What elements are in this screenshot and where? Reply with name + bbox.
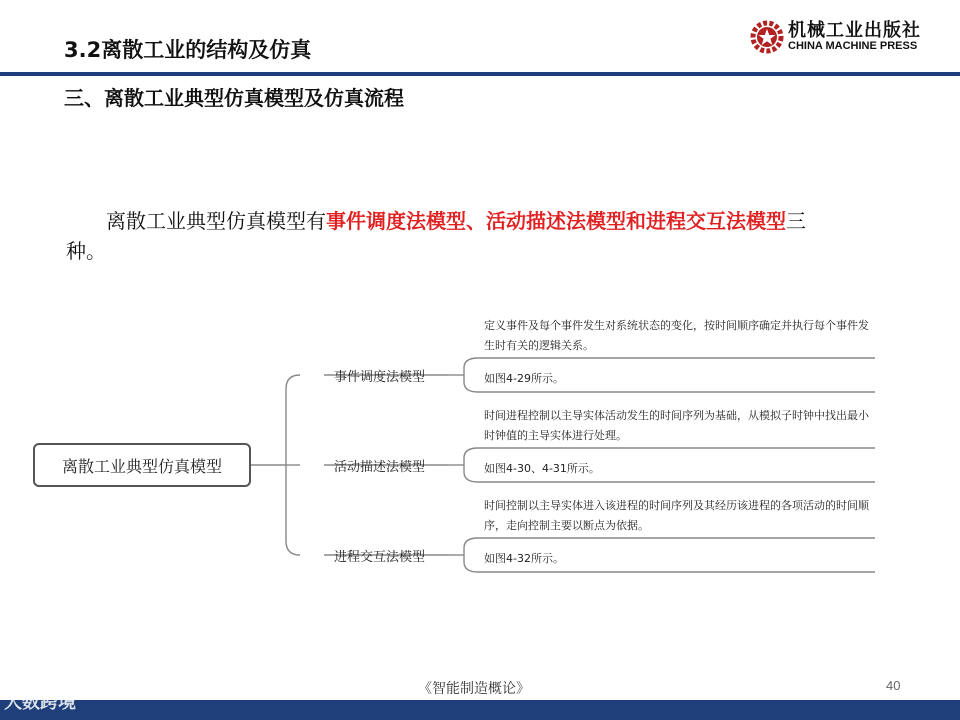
page-number: 40 xyxy=(886,678,901,693)
leaf-process-interaction-desc: 时间控制以主导实体进入该进程的时间序列及其经历该进程的各项活动的时间顺序，走向控制主要以断点为依据。 xyxy=(484,499,869,532)
branch2-bracket xyxy=(464,448,478,482)
slide-section-title: 3.2离散工业的结构及仿真 xyxy=(64,38,312,62)
header-divider xyxy=(0,72,960,76)
publisher-name-cn: 机械工业出版社 xyxy=(788,20,921,41)
leaf-process-interaction-ref: 如图4-32所示。 xyxy=(484,552,564,565)
branch3-bracket xyxy=(464,538,478,572)
publisher-name-en: CHINA MACHINE PRESS xyxy=(788,40,918,52)
footer-bar xyxy=(0,700,960,720)
leaf-event-scheduling-ref: 如图4-29所示。 xyxy=(484,372,564,385)
leaf-event-scheduling-desc: 定义事件及每个事件发生对系统状态的变化，按时间顺序确定并执行每个事件发生时有关的逻辑关系。 xyxy=(484,319,869,352)
branch-event-scheduling: 事件调度法模型 xyxy=(334,370,426,385)
slide-subtitle: 三、离散工业典型仿真模型及仿真流程 xyxy=(64,86,404,110)
branch-activity-scanning: 活动描述法模型 xyxy=(334,460,426,475)
intro-tail: 三种。 xyxy=(66,209,806,263)
leaf-activity-scanning-ref: 如图4-30、4-31所示。 xyxy=(484,462,600,475)
publisher-logo xyxy=(750,16,950,60)
mindmap-root-node: 离散工业典型仿真模型 xyxy=(33,443,251,487)
book-title-footer: 《智能制造概论》 xyxy=(418,681,530,697)
intro-lead: 离散工业典型仿真模型有 xyxy=(106,209,326,233)
intro-highlight: 事件调度法模型、活动描述法模型和进程交互法模型 xyxy=(326,209,786,233)
leaf-activity-scanning-desc: 时间进程控制以主导实体活动发生的时间序列为基础，从模拟子时钟中找出最小时钟值的主导实体进行处理。 xyxy=(484,409,869,442)
trunk-connector xyxy=(286,375,300,555)
intro-paragraph xyxy=(66,206,826,266)
gear-seal-icon xyxy=(750,18,784,56)
branch1-bracket xyxy=(464,358,478,392)
watermark: 大数跨境 xyxy=(4,692,76,713)
branch-process-interaction: 进程交互法模型 xyxy=(334,550,426,565)
